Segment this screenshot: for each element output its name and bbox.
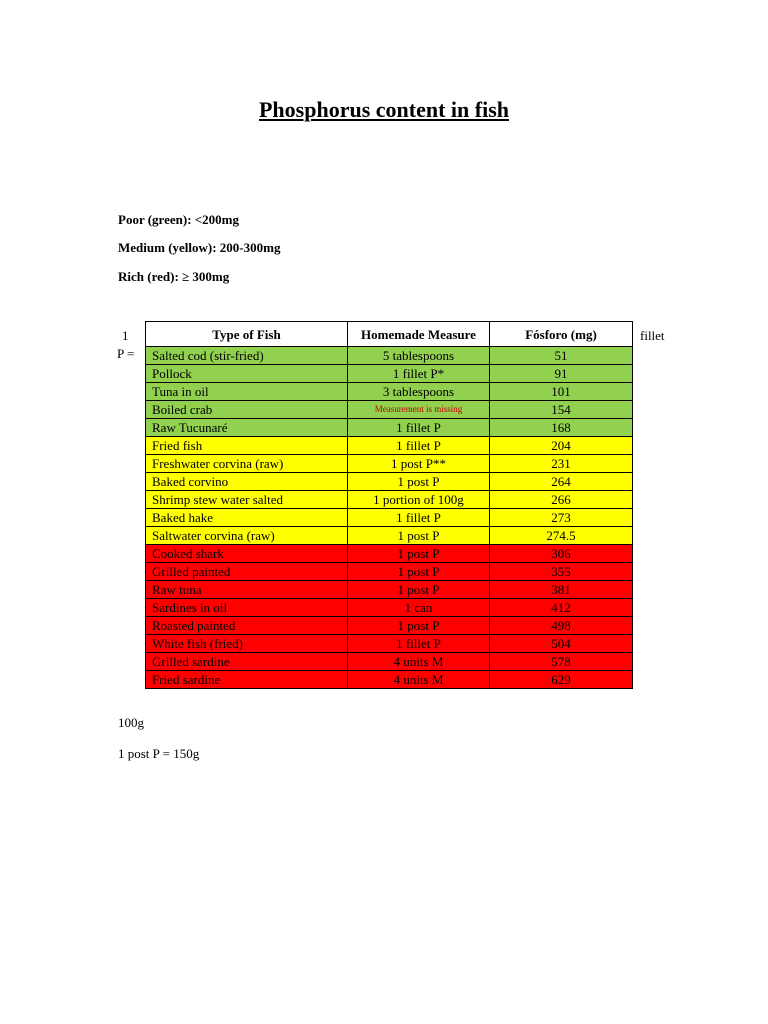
phosphorus-value-cell: 504 <box>490 635 633 653</box>
fish-name-cell: Shrimp stew water salted <box>146 491 348 509</box>
measure-cell: 1 can <box>348 599 490 617</box>
measure-cell: 1 fillet P <box>348 509 490 527</box>
fish-name-cell: Sardines in oil <box>146 599 348 617</box>
fish-name-cell: Salted cod (stir-fried) <box>146 347 348 365</box>
table-row <box>146 383 633 401</box>
legend-poor: Poor (green): <200mg <box>118 212 240 227</box>
measure-cell: 5 tablespoons <box>348 347 490 365</box>
table-row <box>146 401 633 419</box>
table-row <box>146 509 633 527</box>
measure-cell: Measurement is missing <box>348 401 490 419</box>
table-row <box>146 617 633 635</box>
measure-cell: 1 post P <box>348 581 490 599</box>
fish-name-cell: Cooked shark <box>146 545 348 563</box>
fish-name-cell: Raw Tucunaré <box>146 419 348 437</box>
measure-cell: 1 fillet P <box>348 635 490 653</box>
phosphorus-value-cell: 264 <box>490 473 633 491</box>
post-note: 1 post P = 150g <box>118 746 200 761</box>
fish-name-cell: Fried sardine <box>146 671 348 689</box>
measure-cell: 1 portion of 100g <box>348 491 490 509</box>
fish-name-cell: Pollock <box>146 365 348 383</box>
phosphorus-value-cell: 412 <box>490 599 633 617</box>
phosphorus-value-cell: 168 <box>490 419 633 437</box>
header-homemade-measure: Homemade Measure <box>348 322 490 347</box>
fish-name-cell: Baked hake <box>146 509 348 527</box>
phosphorus-value-cell: 498 <box>490 617 633 635</box>
measure-cell: 4 units M <box>348 671 490 689</box>
fish-name-cell: Boiled crab <box>146 401 348 419</box>
fish-name-cell: Tuna in oil <box>146 383 348 401</box>
table-row <box>146 563 633 581</box>
table-row <box>146 653 633 671</box>
fish-name-cell: Baked corvino <box>146 473 348 491</box>
measure-cell: 4 units M <box>348 653 490 671</box>
phosphorus-value-cell: 91 <box>490 365 633 383</box>
table-row <box>146 491 633 509</box>
page-title: Phosphorus content in fish <box>258 97 509 122</box>
measure-cell: 1 fillet P <box>348 419 490 437</box>
phosphorus-value-cell: 578 <box>490 653 633 671</box>
header-phosphorus: Fósforo (mg) <box>490 322 633 347</box>
table-row <box>146 581 633 599</box>
phosphorus-value-cell: 274.5 <box>490 527 633 545</box>
phosphorus-value-cell: 266 <box>490 491 633 509</box>
table-header-row <box>146 322 633 347</box>
table-row <box>146 347 633 365</box>
measure-cell: 1 post P** <box>348 455 490 473</box>
phosphorus-value-cell: 355 <box>490 563 633 581</box>
fish-name-cell: White fish (fried) <box>146 635 348 653</box>
fillet-note-prefix: 1 <box>122 328 129 343</box>
table-row <box>146 599 633 617</box>
fish-name-cell: Raw tuna <box>146 581 348 599</box>
measure-cell: 1 post P <box>348 617 490 635</box>
fish-name-cell: Grilled sardine <box>146 653 348 671</box>
measure-cell: 1 post P <box>348 563 490 581</box>
fish-name-cell: Fried fish <box>146 437 348 455</box>
measure-cell: 1 fillet P <box>348 437 490 455</box>
table-row <box>146 473 633 491</box>
phosphorus-value-cell: 306 <box>490 545 633 563</box>
table-row <box>146 671 633 689</box>
phosphorus-value-cell: 381 <box>490 581 633 599</box>
legend-rich: Rich (red): ≥ 300mg <box>118 269 230 284</box>
table-row <box>146 455 633 473</box>
measure-cell: 1 post P <box>348 473 490 491</box>
measure-cell: 3 tablespoons <box>348 383 490 401</box>
fish-name-cell: Saltwater corvina (raw) <box>146 527 348 545</box>
phosphorus-value-cell: 204 <box>490 437 633 455</box>
table-body <box>146 347 633 689</box>
fillet-note-label: fillet <box>640 328 665 343</box>
fish-name-cell: Freshwater corvina (raw) <box>146 455 348 473</box>
table-row <box>146 635 633 653</box>
phosphorus-table <box>145 321 633 689</box>
table-row <box>146 527 633 545</box>
table-row <box>146 365 633 383</box>
phosphorus-value-cell: 231 <box>490 455 633 473</box>
measure-cell: 1 fillet P* <box>348 365 490 383</box>
fish-name-cell: Roasted painted <box>146 617 348 635</box>
fish-name-cell: Grilled painted <box>146 563 348 581</box>
phosphorus-value-cell: 154 <box>490 401 633 419</box>
table-row <box>146 437 633 455</box>
header-type-of-fish: Type of Fish <box>146 322 348 347</box>
phosphorus-value-cell: 273 <box>490 509 633 527</box>
phosphorus-value-cell: 101 <box>490 383 633 401</box>
fillet-note-eq: P = <box>117 346 135 361</box>
table-row <box>146 545 633 563</box>
table-row <box>146 419 633 437</box>
fillet-note-value: 100g <box>118 715 144 730</box>
measure-cell: 1 post P <box>348 545 490 563</box>
phosphorus-value-cell: 629 <box>490 671 633 689</box>
phosphorus-value-cell: 51 <box>490 347 633 365</box>
measure-cell: 1 post P <box>348 527 490 545</box>
legend-medium: Medium (yellow): 200-300mg <box>118 240 281 255</box>
